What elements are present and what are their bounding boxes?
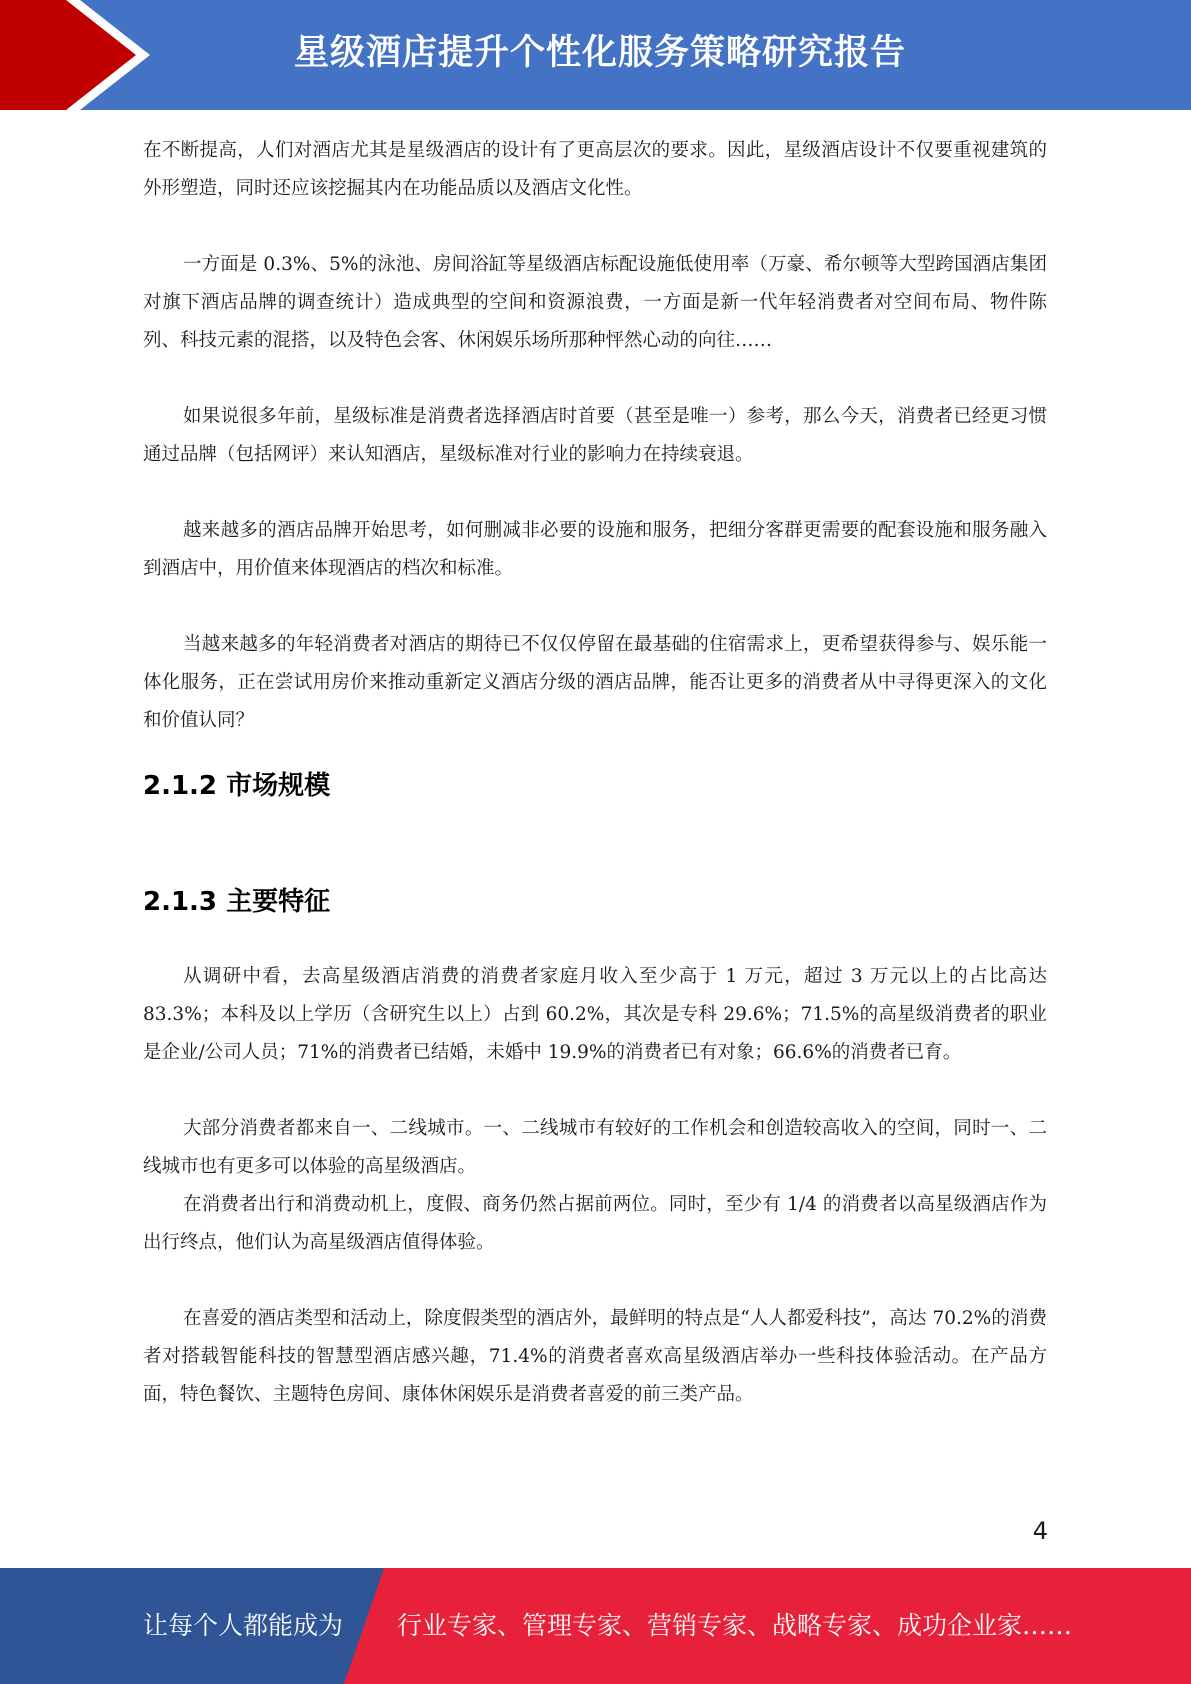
- footer-slogan-left: 让每个人都能成为: [143, 1611, 344, 1640]
- paragraph: 从调研中看，去高星级酒店消费的消费者家庭月收入至少高于 1 万元，超过 3 万元以上的占比高达 83.3%；本科及以上学历（含研究生以上）占到 60.2%，其次是专科 29.6%；71.5%的高星级消费者的职业是企业/公司人员；71%的消费者已结婚，未婚中 19.9%的消费者已有对象；66.6%的消费者已育。: [143, 966, 1047, 1063]
- paragraph: 在喜爱的酒店类型和活动上，除度假类型的酒店外，最鲜明的特点是“人人都爱科技”，高达 70.2%的消费者对搭载智能科技的智慧型酒店感兴趣，71.4%的消费者喜欢高星级酒店举办一些科技体验活动。在产品方面，特色餐饮、主题特色房间、康体休闲娱乐是消费者喜爱的前三类产品。: [143, 1308, 1047, 1405]
- paragraph: 越来越多的酒店品牌开始思考，如何删减非必要的设施和服务，把细分客群更需要的配套设施和服务融入到酒店中，用价值来体现酒店的档次和标准。: [143, 520, 1047, 579]
- paragraph: 大部分消费者都来自一、二线城市。一、二线城市有较好的工作机会和创造较高收入的空间，同时一、二线城市也有更多可以体验的高星级酒店。: [143, 1118, 1047, 1177]
- page-number: 4: [1032, 1517, 1048, 1545]
- section-heading-2-1-3: 2.1.3 主要特征: [143, 887, 331, 917]
- page-header: [0, 0, 1191, 110]
- paragraph: 当越来越多的年轻消费者对酒店的期待已不仅仅停留在最基础的住宿需求上，更希望获得参与、娱乐能一体化服务，正在尝试用房价来推动重新定义酒店分级的酒店品牌，能否让更多的消费者从中寻得更深入的文化和价值认同？: [143, 634, 1047, 731]
- paragraph: 在不断提高，人们对酒店尤其是星级酒店的设计有了更高层次的要求。因此，星级酒店设计不仅要重视建筑的外形塑造，同时还应该挖掘其内在功能品质以及酒店文化性。: [143, 140, 1047, 199]
- document-title: 星级酒店提升个性化服务策略研究报告: [293, 33, 906, 73]
- document-body: [143, 132, 1047, 1414]
- paragraph: 如果说很多年前，星级标准是消费者选择酒店时首要（甚至是唯一）参考，那么今天，消费者已经更习惯通过品牌（包括网评）来认知酒店，星级标准对行业的影响力在持续衰退。: [143, 406, 1047, 465]
- section-heading-2-1-2: 2.1.2 市场规模: [143, 771, 331, 801]
- footer-slogan-right: 行业专家、管理专家、营销专家、战略专家、成功企业家……: [397, 1611, 1073, 1640]
- page-footer: [0, 1568, 1191, 1684]
- paragraph: 在消费者出行和消费动机上，度假、商务仍然占据前两位。同时，至少有 1/4 的消费者以高星级酒店作为出行终点，他们认为高星级酒店值得体验。: [143, 1194, 1047, 1253]
- header-arrow-decoration: [0, 0, 150, 110]
- paragraph: 一方面是 0.3%、5%的泳池、房间浴缸等星级酒店标配设施低使用率（万豪、希尔顿等大型跨国酒店集团对旗下酒店品牌的调查统计）造成典型的空间和资源浪费，一方面是新一代年轻消费者对空间布局、物件陈列、科技元素的混搭，以及特色会客、休闲娱乐场所那种怦然心动的向往……: [143, 254, 1047, 351]
